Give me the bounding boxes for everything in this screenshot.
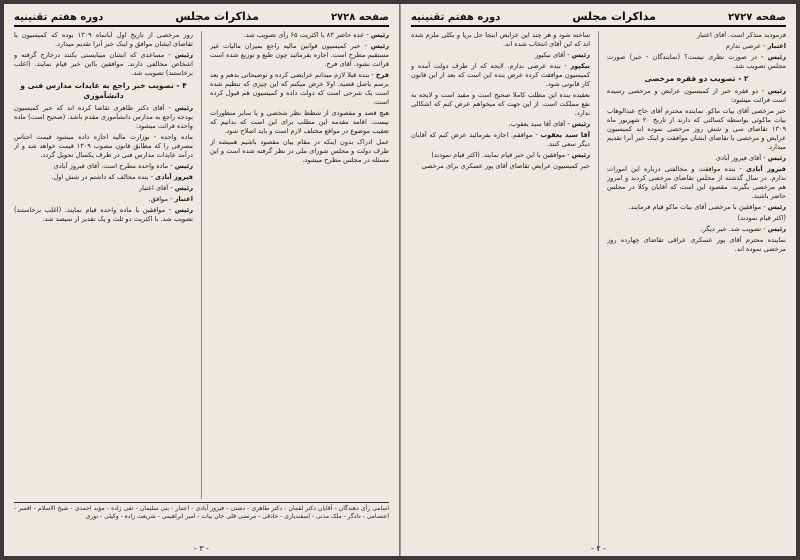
paragraph-text: موافق. xyxy=(148,195,168,203)
left-chamber-title: مذاکرات مجلس xyxy=(175,10,259,23)
right-session-label: دوره هفتم تقنینیه xyxy=(411,12,501,23)
transcript-paragraph xyxy=(411,31,590,49)
speaker-name: رئیس xyxy=(174,51,193,59)
transcript-paragraph: فیروز آبادی - بنده مخالف که داشتم در شش اول. xyxy=(51,173,193,181)
paragraph-text: ماده واحده - بوزارت مالیه اجازه داده میشود قیمت اجناس مصرفی را که مطابق قانون مصوب ۱۳۰۹ قیمت خواهد شد و از درآمد عایدات مدارس فنی در ظرف یکسال تحویل گردد. xyxy=(14,133,193,159)
paragraph-text: موافقین با مرخصی آقای بیات ماکو قیام فرمایند. xyxy=(628,203,762,211)
transcript-paragraph xyxy=(411,91,590,118)
speaker-name: فیروز آبادی xyxy=(155,173,193,181)
transcript-paragraph: رئیس - موافقین با مرخصی آقای بیات ماکو قیام فرمایند. xyxy=(628,203,786,211)
right-page-footer: - ۲ - xyxy=(590,544,607,553)
speaker-name: فرخ xyxy=(375,71,389,79)
transcript-paragraph: رئیس - در صورت نظری نیست؟ (نمایندگان - خیر) صورت مجلس تصویب شد. xyxy=(607,53,786,70)
left-column-left xyxy=(14,31,193,499)
speaker-name: اعتبار xyxy=(174,195,193,203)
speaker-name: فیروز آبادی xyxy=(746,165,786,173)
transcript-paragraph xyxy=(411,162,590,171)
left-page-header xyxy=(14,10,389,27)
right-column-left xyxy=(411,31,590,551)
paragraph-text: نماینده محترم آقای پور عسکری عراقی تقاضای چهارده روز مرخصی نموده اند. xyxy=(607,236,786,253)
left-page-footer: - ۳ - xyxy=(193,544,210,553)
transcript-paragraph: رئیس - آقای آقا سید یعقوب. xyxy=(508,120,590,128)
left-session-label: دوره هفتم تقنینیه xyxy=(14,12,104,23)
speaker-name: رئیس xyxy=(174,184,193,192)
left-page-columns xyxy=(14,31,389,499)
speaker-name: آقا سید یعقوب xyxy=(540,131,590,139)
document-spread xyxy=(4,4,796,556)
transcript-paragraph xyxy=(14,31,193,49)
speaker-name: رئیس xyxy=(571,151,590,159)
transcript-paragraph: فرخ - بنده قبلا لازم میدانم عرایضی کرده و توضیحاتی بدهم و بعد برسم باصل قضیه. اولا عرض میکنم که این چیزی که تنظیم شده است یک شرحی است که دولت داده و کمیسیون هم قبول کرده است. xyxy=(210,71,389,106)
transcript-paragraph xyxy=(607,107,786,152)
paragraph-text: ماده واحده مطرح است. آقای فیروز آبادی xyxy=(53,162,169,170)
paragraph-text: عمل ادراک بدون اینکه در مقام بیان مقصود باشیم همیشه از طرف دولت و مجلس شورای ملی در نظر گرفته شده است و این مسئله در مجلس مطرح میشود. xyxy=(210,138,389,164)
paragraph-text: تصویب شد. خبر دیگر. xyxy=(700,225,762,233)
transcript-paragraph: رئیس - دو فقره خبر از کمیسیون عرایض و مرخصی رسیده است قرائت میشود: xyxy=(607,87,786,104)
paragraph-text: آقای آقا سید یعقوب. xyxy=(508,120,566,128)
transcript-paragraph xyxy=(607,214,786,223)
speaker-name: نیکپور xyxy=(570,62,590,70)
transcript-paragraph: رئیس - آقای فیروز آبادی xyxy=(715,154,786,162)
paragraph-text: (اکثر قیام نمودند) xyxy=(737,214,786,222)
transcript-paragraph xyxy=(607,236,786,254)
paragraph-text: آقای نیکپور xyxy=(534,51,566,59)
speaker-name: اعتبار xyxy=(767,42,786,50)
section-heading: ۲ - تصویب دو فقره مرخصی xyxy=(644,74,749,83)
left-page-number: صفحه ۲۷۲۸ xyxy=(330,12,389,23)
transcript-paragraph: رئیس - تصویب شد. خبر دیگر. xyxy=(700,225,786,233)
paragraph-text: بنده موافقت و مخالفتی درباره این امورات ندارم. در سال گذشته از مجلس تقاضای مرخصی کردند و امروز هم مرخصی بگیرند، مقصود این است که آقایان وکلا در مجلس حاضر باشند. xyxy=(607,165,786,200)
transcript-paragraph: رئیس - ماده واحده مطرح است. آقای فیروز آبادی xyxy=(53,162,193,170)
transcript-paragraph: رئیس - خبر کمیسیون قوانین مالیه راجع بمیزان مالیات غیر مستقیم مطرح است. اجازه بفرمائید چون طبع و توزیع شده است قرائت نشود. آقای فرخ. xyxy=(210,42,389,68)
paragraph-text: در صورت نظری نیست؟ (نمایندگان - خیر) صورت مجلس تصویب شد. xyxy=(607,53,786,70)
paragraph-text: مساعدی که ایشان میبایستی بکنند درخارج گرفته و اشخاص مخالفی دارند. موافقین بااین خبر قیام نمایند. (اغلب برخاستند) تصویب شد. xyxy=(14,51,193,77)
paragraph-text: خبر مرخصی آقای بیات ماکو. نماینده محترم آقای حاج عبدالوهاب بیات ماکوئی بواسطه کسالتی که دارند از تاریخ ۲۰ شهریور ماه ۱۳۰۹ تقاضای سی و شش روز مرخصی نموده اند کمیسیون عرایض و مرخصی با تقاضای ایشان موافقت و اینک خبر آنرا تقدیم میدارد. xyxy=(607,107,786,151)
right-column-right xyxy=(607,31,786,551)
paragraph-text: فرمودید متذکر است. آقای اعتبار xyxy=(696,31,786,39)
right-chamber-title: مذاکرات مجلس xyxy=(572,10,656,23)
speaker-name: رئیس xyxy=(174,104,193,112)
paragraph-text: بعقیده بنده این مطلب کاملا صحیح است و مفید است و لایحه به نفع مملکت است. از این جهت که میخواهم عرض کنم که اشکالی ندارد. xyxy=(411,91,590,117)
transcript-paragraph: نیکپور - بنده عرضی ندارم. لایحه که از طرف دولت آمده و کمیسیون موافقت کرده عرض بنده این است که بعد از این قانون کار قانونی شود. xyxy=(411,62,590,88)
speaker-name: رئیس xyxy=(370,31,389,39)
left-column-right xyxy=(210,31,389,499)
transcript-paragraph: رئیس - مساعدی که ایشان میبایستی بکنند درخارج گرفته و اشخاص مخالفی دارند. موافقین بااین خبر قیام نمایند. (اغلب برخاستند) تصویب شد. xyxy=(14,51,193,77)
transcript-paragraph: رئیس - آقای دکتر طاهری تقاضا کرده اند که خبر کمیسیون بودجه راجع به مدارس دانشآموزی مقدم باشد. (صحیح است) ماده واحده قرائت میشود: xyxy=(14,104,193,130)
paragraph-text: هیچ قصد و مقصودی از شطط نظر شخصی و یا سایر منظورات نیست. اقامه مقدمه این مطلب برای این است که بدانیم که تعقیب موضوع در مواقع مختلف لازم است و باید اصلاح شود. xyxy=(210,109,389,135)
transcript-paragraph: رئیس - موافقین با این خبر قیام نمایند. (اکثر قیام نمودند) xyxy=(431,151,590,159)
paragraph-text: آقای اعتبار xyxy=(138,184,169,192)
paragraph-text: موافقم. اجازه بفرمائید عرض کنم که آقایان دیگر سعی کنند. xyxy=(411,131,590,148)
paragraph-text: دو فقره خبر از کمیسیون عرایض و مرخصی رسیده است قرائت میشود: xyxy=(607,87,786,104)
right-page-number: صفحه ۲۷۲۷ xyxy=(727,12,786,23)
section-heading: ۴ - تصویب خبر راجع به عایدات مدارس فنی و دانشآموزی xyxy=(20,81,187,100)
transcript-paragraph xyxy=(14,133,193,160)
transcript-paragraph xyxy=(210,109,389,136)
paragraph-text: ساخته شود و هر چند این عرایض اینجا حل بریا و بکلی ملزم شده اند که این آقای انتخاب شده اند. xyxy=(411,31,590,48)
paragraph-text: موافقین با ماده واحده قیام نمایند. (اغلب برخاستند) تصویب شد. با اکثریت دو ثلث و یک تقدیر از سیصد شد. xyxy=(14,206,193,223)
paragraph-text: آقای دکتر طاهری تقاضا کرده اند که خبر کمیسیون بودجه راجع به مدارس دانشآموزی مقدم باشد. (صحیح است) ماده واحده قرائت میشود: xyxy=(14,104,193,130)
speaker-name: رئیس xyxy=(571,51,590,59)
right-page xyxy=(400,4,796,556)
transcript-paragraph: فیروز آبادی - بنده موافقت و مخالفتی درباره این امورات ندارم. در سال گذشته از مجلس تقاضای مرخصی کردند و امروز هم مرخصی بگیرند، مقصود این است که آقایان وکلا در مجلس حاضر باشند. xyxy=(607,165,786,200)
transcript-paragraph: رئیس - آقای نیکپور xyxy=(534,51,590,59)
speaker-name: رئیس xyxy=(370,42,389,50)
paragraph-text: بنده عرضی ندارم. لایحه که از طرف دولت آمده و کمیسیون موافقت کرده عرض بنده این است که بعد از این قانون کار قانونی شود. xyxy=(411,62,590,88)
paragraph-text: موافقین با این خبر قیام نمایند. (اکثر قیام نمودند) xyxy=(431,151,566,159)
paragraph-text: خبر کمیسیون قوانین مالیه راجع بمیزان مالیات غیر مستقیم مطرح است. اجازه بفرمائید چون طبع و توزیع شده است قرائت نشود. آقای فرخ. xyxy=(210,42,389,68)
right-page-header xyxy=(411,10,786,27)
paragraph-text: بنده مخالف که داشتم در شش اول. xyxy=(51,173,149,181)
speaker-name: رئیس xyxy=(767,203,786,211)
paragraph-text: عده حاضر ۸۳ با اکثریت ۶۵ رأی تصویب شد. xyxy=(243,31,365,39)
paragraph-text: آقای فیروز آبادی xyxy=(715,154,762,162)
transcript-paragraph: اعتبار - موافق. xyxy=(148,195,193,203)
transcript-paragraph: آقا سید یعقوب - موافقم. اجازه بفرمائید عرض کنم که آقایان دیگر سعی کنند. xyxy=(411,131,590,148)
speaker-name: رئیس xyxy=(767,225,786,233)
paragraph-text: عرضی ندارم xyxy=(725,42,761,50)
attendance-list: اسامی رأی دهندگان - آقایان دکتر لقمان - دکتر طاهری - دشتی - فیروز آبادی - اعتبار - بنی سلیمان - تقی زاده - مؤید احمدی - شیخ الاسلام - افسر - اعتصامی - دادگر - ملک مدنی - اسفندیاری - حاذقی - مرتضی قلی خان بیات - امیر ابراهیمی - شریعت زاده - وکیلی - نوری xyxy=(14,502,389,555)
transcript-paragraph: رئیس - عده حاضر ۸۳ با اکثریت ۶۵ رأی تصویب شد. xyxy=(243,31,389,39)
speaker-name: رئیس xyxy=(767,53,786,61)
speaker-name: رئیس xyxy=(767,87,786,95)
speaker-name: رئیس xyxy=(174,162,193,170)
transcript-paragraph: اعتبار - عرضی ندارم xyxy=(725,42,786,50)
speaker-name: رئیس xyxy=(767,154,786,162)
transcript-paragraph xyxy=(607,31,786,40)
left-page xyxy=(4,4,400,556)
paragraph-text: خبر کمیسیون عرایض تقاضای آقای پور عسکری برای مرخصی xyxy=(421,162,590,170)
transcript-paragraph: رئیس - آقای اعتبار xyxy=(138,184,193,192)
speaker-name: رئیس xyxy=(571,120,590,128)
right-page-columns xyxy=(411,31,786,551)
column-divider xyxy=(201,31,202,499)
speaker-name: رئیس xyxy=(174,206,193,214)
paragraph-text: بنده قبلا لازم میدانم عرایضی کرده و توضیحاتی بدهم و بعد برسم باصل قضیه. اولا عرض میکنم که این چیزی که تنظیم شده است یک شرحی است که دولت داده و کمیسیون هم قبول کرده است. xyxy=(210,71,389,106)
column-divider xyxy=(598,31,599,551)
paragraph-text: روز مرخصی از تاریخ اول آبانماه ۱۳۰۹ بوده که کمیسیون با تقاضای ایشان موافق و اینک خبر آنرا تقدیم میدارد. xyxy=(14,31,193,48)
transcript-paragraph: رئیس - موافقین با ماده واحده قیام نمایند. (اغلب برخاستند) تصویب شد. با اکثریت دو ثلث و یک تقدیر از سیصد شد. xyxy=(14,206,193,223)
transcript-paragraph xyxy=(210,138,389,165)
